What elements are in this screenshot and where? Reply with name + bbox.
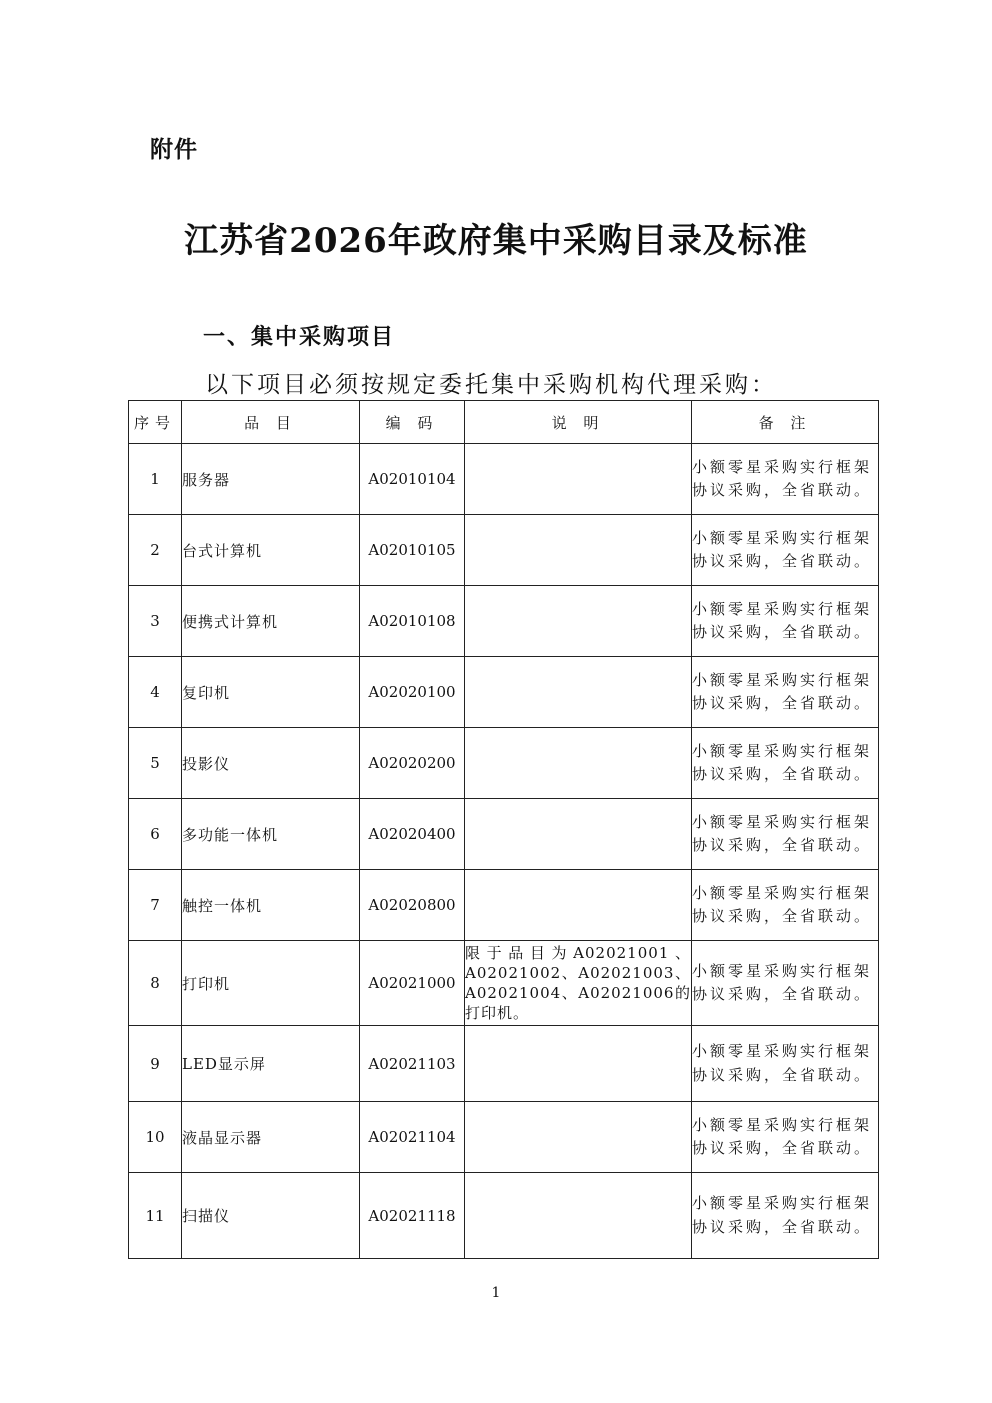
row-seq: 5 (129, 728, 182, 799)
table-row (129, 1102, 879, 1173)
row-description (465, 1026, 692, 1102)
table-row (129, 870, 879, 941)
row-remarks: 小额零星采购实行框架协议采购，全省联动。 (692, 799, 879, 870)
row-description (465, 515, 692, 586)
table-row (129, 515, 879, 586)
table-row (129, 799, 879, 870)
row-item: 便携式计算机 (182, 586, 360, 657)
table-row (129, 728, 879, 799)
row-code: A02010104 (360, 444, 465, 515)
table-row (129, 444, 879, 515)
header-item: 品 目 (182, 401, 360, 444)
row-remarks: 小额零星采购实行框架协议采购，全省联动。 (692, 515, 879, 586)
row-description (465, 1102, 692, 1173)
row-seq: 8 (129, 941, 182, 1026)
row-remarks: 小额零星采购实行框架协议采购，全省联动。 (692, 941, 879, 1026)
row-description: 限于品目为A02021001、A02021002、A02021003、A02021004、A02021006的打印机。 (465, 941, 692, 1026)
table-row (129, 941, 879, 1026)
row-item: 复印机 (182, 657, 360, 728)
table-header-row (129, 401, 879, 444)
row-seq: 1 (129, 444, 182, 515)
row-remarks: 小额零星采购实行框架协议采购，全省联动。 (692, 444, 879, 515)
row-remarks: 小额零星采购实行框架协议采购，全省联动。 (692, 728, 879, 799)
header-code: 编 码 (360, 401, 465, 444)
row-seq: 9 (129, 1026, 182, 1102)
row-code: A02010105 (360, 515, 465, 586)
row-description (465, 870, 692, 941)
page-number: 1 (491, 1285, 501, 1301)
row-item: 投影仪 (182, 728, 360, 799)
row-description (465, 444, 692, 515)
row-seq: 6 (129, 799, 182, 870)
row-seq: 7 (129, 870, 182, 941)
row-remarks: 小额零星采购实行框架协议采购，全省联动。 (692, 1102, 879, 1173)
row-code: A02020100 (360, 657, 465, 728)
row-seq: 2 (129, 515, 182, 586)
row-remarks: 小额零星采购实行框架协议采购，全省联动。 (692, 870, 879, 941)
header-seq: 序号 (129, 401, 182, 444)
row-item: 打印机 (182, 941, 360, 1026)
row-remarks: 小额零星采购实行框架协议采购，全省联动。 (692, 586, 879, 657)
row-description (465, 728, 692, 799)
header-description: 说 明 (465, 401, 692, 444)
intro-paragraph: 以下项目必须按规定委托集中采购机构代理采购： (205, 372, 777, 398)
table-row (129, 1173, 879, 1259)
row-description (465, 1173, 692, 1259)
section-heading: 一、集中采购项目 (203, 325, 396, 350)
row-code: A02020400 (360, 799, 465, 870)
document-title: 江苏省2026年政府集中采购目录及标准 (184, 221, 808, 261)
row-item: 多功能一体机 (182, 799, 360, 870)
row-remarks: 小额零星采购实行框架协议采购，全省联动。 (692, 1026, 879, 1102)
row-description (465, 799, 692, 870)
row-code: A02021000 (360, 941, 465, 1026)
row-code: A02020800 (360, 870, 465, 941)
row-item: 液晶显示器 (182, 1102, 360, 1173)
procurement-table (128, 400, 879, 1259)
row-seq: 10 (129, 1102, 182, 1173)
table-row (129, 1026, 879, 1102)
row-code: A02020200 (360, 728, 465, 799)
table-row (129, 657, 879, 728)
row-item: 扫描仪 (182, 1173, 360, 1259)
row-description (465, 586, 692, 657)
row-remarks: 小额零星采购实行框架协议采购，全省联动。 (692, 657, 879, 728)
row-seq: 3 (129, 586, 182, 657)
table-row (129, 586, 879, 657)
row-code: A02021103 (360, 1026, 465, 1102)
row-item: 台式计算机 (182, 515, 360, 586)
row-item: 服务器 (182, 444, 360, 515)
row-item: 触控一体机 (182, 870, 360, 941)
row-seq: 11 (129, 1173, 182, 1259)
row-seq: 4 (129, 657, 182, 728)
attachment-label: 附件 (150, 137, 198, 163)
row-remarks: 小额零星采购实行框架协议采购，全省联动。 (692, 1173, 879, 1259)
row-code: A02021104 (360, 1102, 465, 1173)
row-code: A02010108 (360, 586, 465, 657)
row-description (465, 657, 692, 728)
row-code: A02021118 (360, 1173, 465, 1259)
row-item: LED显示屏 (182, 1026, 360, 1102)
header-remarks: 备 注 (692, 401, 879, 444)
